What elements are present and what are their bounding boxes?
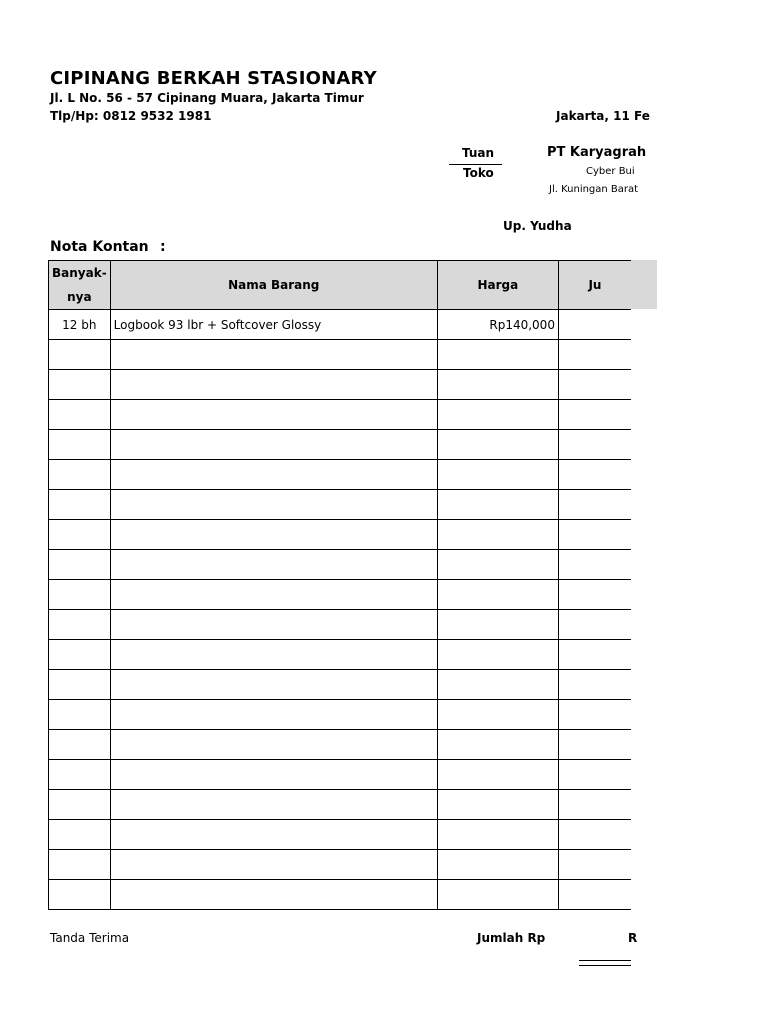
empty-cell [558,340,631,370]
empty-cell [49,400,111,430]
empty-cell [558,550,631,580]
empty-cell [558,580,631,610]
recipient-address-line1: Cyber Bui [586,166,635,177]
table-row [49,490,632,520]
company-phone: Tlp/Hp: 0812 9532 1981 [50,109,212,123]
empty-cell [110,370,437,400]
empty-cell [110,700,437,730]
empty-cell [558,760,631,790]
invoice-date: Jakarta, 11 Fe [556,109,650,123]
empty-cell [558,460,631,490]
empty-cell [558,430,631,460]
empty-cell [49,850,111,880]
empty-cell [558,400,631,430]
empty-cell [437,490,558,520]
empty-cell [110,430,437,460]
recipient-address-line2: Jl. Kuningan Barat [549,184,639,195]
empty-cell [437,760,558,790]
empty-cell [110,520,437,550]
price-header: Harga [437,261,558,310]
table-row [49,880,632,910]
table-row [49,400,632,430]
empty-cell [437,700,558,730]
tuan-toko-divider [449,164,502,165]
empty-cell [110,670,437,700]
empty-cell [558,370,631,400]
table-row [49,850,632,880]
table-row [49,760,632,790]
table-header-row [49,261,632,310]
recipient-name: PT Karyagrah [547,145,647,160]
empty-cell [437,460,558,490]
qty-header: Banyak- nya [49,261,111,310]
empty-cell [110,880,437,910]
items-table [48,260,631,910]
empty-cell [110,580,437,610]
company-name: CIPINANG BERKAH STASIONARY [50,68,377,89]
empty-cell [437,640,558,670]
table-row [49,430,632,460]
total-header: Ju [558,261,631,310]
empty-cell [558,820,631,850]
empty-cell [437,670,558,700]
table-row [49,610,632,640]
empty-cell [49,460,111,490]
empty-cell [558,610,631,640]
table-row [49,700,632,730]
empty-cell [49,580,111,610]
empty-cell [49,730,111,760]
empty-cell [437,430,558,460]
empty-cell [558,520,631,550]
empty-cell [437,790,558,820]
table-row [49,820,632,850]
table-row [49,640,632,670]
empty-cell [558,730,631,760]
table-row [49,310,632,340]
empty-cell [49,430,111,460]
item-name: Logbook 93 lbr + Softcover Glossy [110,310,437,340]
nota-kontan-colon: : [160,239,166,255]
empty-cell [49,520,111,550]
item-price: Rp140,000 [437,310,558,340]
empty-cell [558,790,631,820]
empty-cell [437,730,558,760]
empty-cell [437,370,558,400]
empty-cell [558,850,631,880]
tanda-terima-label: Tanda Terima [50,931,130,945]
empty-cell [437,400,558,430]
table-row [49,370,632,400]
empty-cell [437,550,558,580]
nota-kontan-label: Nota Kontan [50,239,149,255]
empty-cell [437,610,558,640]
recipient-attention: Up. Yudha [503,219,572,233]
empty-cell [558,880,631,910]
jumlah-label: Jumlah Rp [477,931,546,945]
empty-cell [110,400,437,430]
table-row [49,790,632,820]
empty-cell [49,880,111,910]
company-address: Jl. L No. 56 - 57 Cipinang Muara, Jakarta Timur [50,91,364,105]
table-row [49,340,632,370]
table-row [49,460,632,490]
empty-cell [49,370,111,400]
item-qty: 12 bh [49,310,111,340]
empty-cell [49,790,111,820]
empty-cell [437,880,558,910]
table-row [49,670,632,700]
empty-cell [49,820,111,850]
empty-cell [110,820,437,850]
item-total [558,310,631,340]
empty-cell [49,490,111,520]
empty-cell [49,670,111,700]
empty-cell [437,850,558,880]
empty-cell [110,340,437,370]
empty-cell [110,850,437,880]
toko-label: Toko [463,166,494,180]
table-row [49,520,632,550]
empty-cell [49,340,111,370]
empty-cell [558,490,631,520]
total-double-underline [579,960,631,966]
table-row [49,730,632,760]
empty-cell [437,580,558,610]
empty-cell [110,640,437,670]
empty-cell [110,610,437,640]
empty-cell [558,670,631,700]
empty-cell [437,820,558,850]
empty-cell [437,520,558,550]
table-row [49,580,632,610]
empty-cell [49,550,111,580]
empty-cell [437,340,558,370]
empty-cell [110,460,437,490]
empty-cell [49,610,111,640]
empty-cell [558,640,631,670]
empty-cell [558,700,631,730]
empty-cell [49,700,111,730]
total-header-extension [631,260,657,309]
tuan-label: Tuan [462,146,495,160]
empty-cell [110,490,437,520]
empty-cell [110,730,437,760]
empty-cell [110,550,437,580]
jumlah-value: R [628,931,638,945]
empty-cell [110,790,437,820]
empty-cell [49,760,111,790]
table-row [49,550,632,580]
name-header: Nama Barang [110,261,437,310]
empty-cell [110,760,437,790]
empty-cell [49,640,111,670]
